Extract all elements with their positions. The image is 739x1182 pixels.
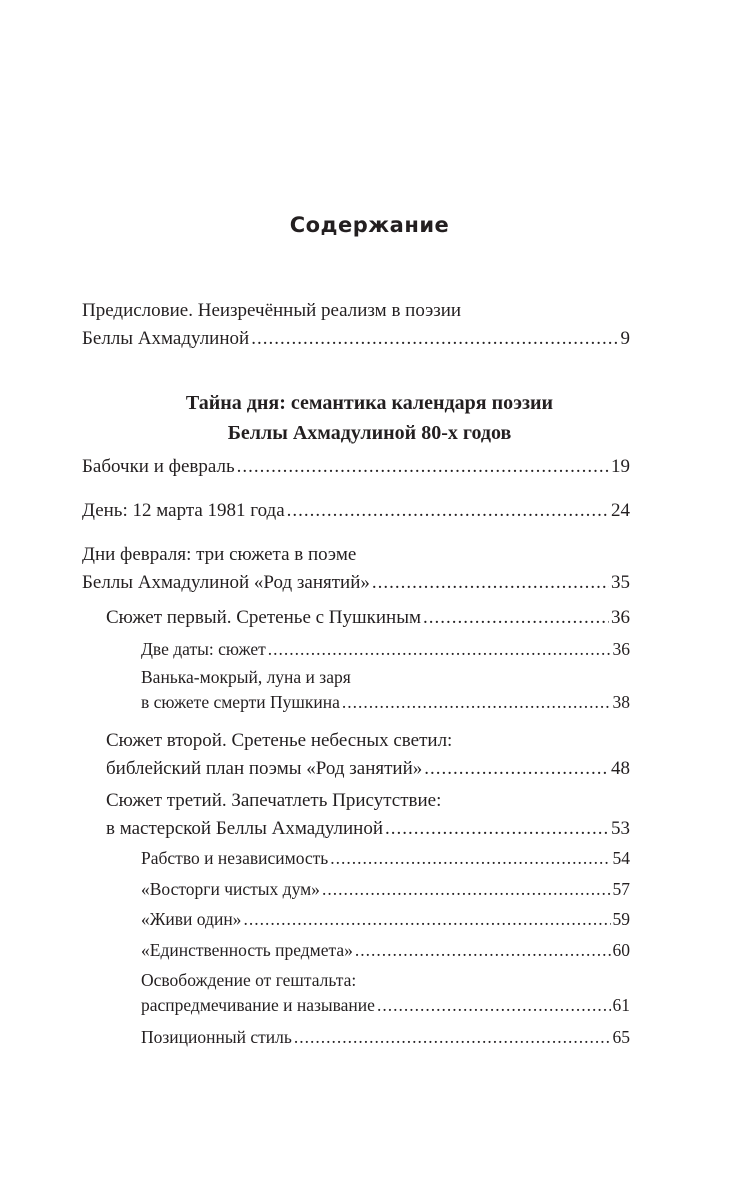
section-title-line: Беллы Ахмадулиной 80-х годов (227, 422, 512, 444)
toc-entry-preface[interactable] (82, 297, 630, 353)
toc-entry[interactable] (141, 877, 630, 902)
toc-entry[interactable] (141, 968, 630, 1018)
leader-dots (237, 453, 609, 481)
toc-page-number: 57 (612, 879, 630, 899)
toc-entry-text: Дни февраля: три сюжета в поэме (82, 544, 357, 565)
toc-page-number: 36 (612, 639, 630, 659)
toc-entry-text: Освобождение от гештальта: (141, 970, 357, 990)
toc-entry[interactable] (82, 497, 630, 525)
toc-page-number: 61 (612, 995, 630, 1015)
leader-dots (377, 993, 611, 1018)
leader-dots (424, 755, 609, 783)
leader-dots (330, 846, 610, 871)
toc-entry-text: распредмечивание и называние (141, 995, 375, 1015)
toc-entry[interactable] (106, 604, 630, 632)
toc-entry-text: Рабство и независимость (141, 848, 329, 868)
toc-page-number: 48 (611, 758, 630, 779)
toc-entry-text: День: 12 марта 1981 года (82, 500, 285, 521)
toc-page-number: 35 (611, 572, 630, 593)
toc-entry-text: библейский план поэмы «Род занятий» (106, 758, 423, 779)
toc-entry-text: Ванька-мокрый, луна и заря (141, 667, 351, 687)
toc-page-number: 53 (611, 818, 630, 839)
toc-entry[interactable] (106, 787, 630, 843)
toc-page-number: 24 (611, 500, 630, 521)
toc-page-number: 9 (620, 328, 630, 349)
toc-page-number: 54 (612, 848, 630, 868)
toc-entry-text: Сюжет первый. Сретенье с Пушкиным (106, 607, 422, 628)
leader-dots (294, 1025, 611, 1050)
toc-entry[interactable] (141, 846, 630, 871)
section-title (0, 388, 739, 448)
leader-dots (268, 637, 611, 662)
leader-dots (243, 907, 610, 932)
toc-entry[interactable] (141, 1025, 630, 1050)
toc-entry[interactable] (141, 907, 630, 932)
toc-entry-text: в мастерской Беллы Ахмадулиной (106, 818, 384, 839)
leader-dots (287, 497, 609, 525)
leader-dots (342, 690, 611, 715)
toc-entry[interactable] (106, 727, 630, 783)
toc-entry-text: Предисловие. Неизречённый реализм в поэзии (82, 300, 462, 321)
toc-entry-text: Сюжет второй. Сретенье небесных светил: (106, 730, 453, 751)
toc-page-number: 19 (611, 456, 630, 477)
toc-entry-text: в сюжете смерти Пушкина (141, 692, 340, 712)
toc-page-number: 38 (612, 692, 630, 712)
toc-page-number: 65 (612, 1027, 630, 1047)
toc-entry-text: Позиционный стиль (141, 1027, 292, 1047)
toc-entry[interactable] (141, 637, 630, 662)
toc-entry[interactable] (141, 665, 630, 715)
leader-dots (251, 325, 618, 353)
toc-entry-text: Беллы Ахмадулиной (82, 328, 250, 349)
leader-dots (322, 877, 611, 902)
toc-entry[interactable] (141, 938, 630, 963)
toc-entry-text: «Единственность предмета» (141, 940, 353, 960)
toc-entry[interactable] (82, 541, 630, 597)
toc-entry-text: Бабочки и февраль (82, 456, 235, 477)
toc-entry-text: Сюжет третий. Запечатлеть Присутствие: (106, 790, 442, 811)
leader-dots (372, 569, 609, 597)
toc-entry[interactable] (82, 453, 630, 481)
toc-entry-text: Две даты: сюжет (141, 639, 266, 659)
page-title: Содержание (289, 213, 450, 237)
leader-dots (355, 938, 611, 963)
toc-entry-text: «Живи один» (141, 909, 242, 929)
section-title-line: Тайна дня: семантика календаря поэзии (185, 392, 554, 414)
toc-page-number: 36 (611, 607, 630, 628)
toc-page-number: 59 (612, 909, 630, 929)
leader-dots (423, 604, 609, 632)
leader-dots (385, 815, 609, 843)
toc-entry-text: «Восторги чистых дум» (141, 879, 320, 899)
toc-page-number: 60 (612, 940, 630, 960)
toc-entry-text: Беллы Ахмадулиной «Род занятий» (82, 572, 370, 593)
